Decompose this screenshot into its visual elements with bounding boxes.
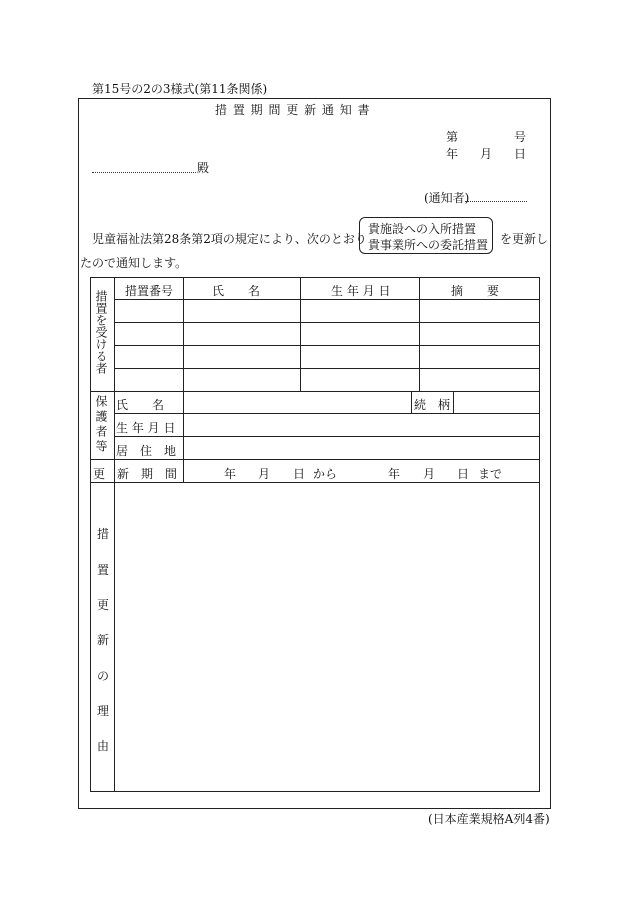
reason-char: 更 (97, 598, 110, 612)
reason-char: 置 (97, 563, 110, 577)
body-text-before: 児童福祉法第28条第2項の規定により、次のとおり (92, 232, 367, 246)
from-day: 日 (293, 467, 306, 481)
form-number: 第15号の2の3様式(第11条関係) (92, 82, 268, 96)
number-label-prefix: 第 (446, 130, 459, 144)
date-year: 年 (446, 147, 459, 161)
table-col-divider (300, 277, 301, 391)
guardian-address-label: 居 住 地 (116, 444, 177, 458)
number-label-suffix: 号 (514, 130, 527, 144)
guardian-birthdate-label: 生 年 月 日 (116, 421, 176, 435)
relation-divider-left (411, 391, 412, 413)
body-text-after: を更新し (500, 232, 549, 246)
guardian-bottom-line (90, 459, 540, 460)
from-suffix: から (313, 467, 338, 481)
renewal-label: 更 新 期 間 (93, 467, 178, 481)
subject-side-label: 措置を受ける者 (94, 290, 108, 374)
table-row-line (114, 322, 540, 323)
reason-char: 新 (97, 633, 110, 647)
table-col-divider (419, 277, 420, 391)
guardian-name-label: 氏 名 (116, 398, 165, 412)
to-year: 年 (388, 467, 401, 481)
renewal-divider (183, 459, 184, 482)
to-day: 日 (457, 467, 470, 481)
notifier-label: (通知者) (424, 191, 470, 205)
renewal-bottom-line (90, 482, 540, 483)
body-text-line2: たので通知します。 (80, 256, 188, 270)
reason-char: 由 (97, 739, 110, 753)
header-name: 氏 名 (212, 284, 261, 298)
table-section-line (90, 391, 540, 392)
date-day: 日 (514, 147, 527, 161)
option-contractor: 貴事業所への委託措置 (368, 238, 489, 252)
guardian-row-line (114, 413, 540, 414)
table-row-line (114, 368, 540, 369)
paper-standard: (日本産業規格A列4番) (428, 812, 550, 826)
date-month: 月 (480, 147, 493, 161)
header-birthdate: 生 年 月 日 (331, 284, 391, 298)
from-month: 月 (258, 467, 271, 481)
table-row-line (114, 345, 540, 346)
relation-divider-right (453, 391, 454, 413)
addressee-suffix: 殿 (197, 161, 210, 175)
guardian-relation-label: 続 柄 (414, 398, 451, 412)
reason-char: 措 (97, 527, 110, 541)
header-measure-number: 措置番号 (125, 284, 174, 298)
notifier-field[interactable] (465, 192, 527, 202)
table-label-divider (114, 277, 115, 792)
guardian-col-divider (183, 391, 184, 459)
reason-char: 理 (97, 704, 110, 718)
addressee-field[interactable] (92, 160, 196, 173)
table-right-border (539, 277, 540, 792)
table-left-border (90, 277, 91, 792)
option-facility: 貴施設への入所措置 (368, 222, 477, 236)
table-top-border (90, 277, 540, 278)
header-remarks: 摘 要 (451, 284, 500, 298)
page-title: 措 置 期 間 更 新 通 知 書 (215, 103, 371, 117)
table-row-line (114, 299, 540, 300)
guardian-row-line (114, 436, 540, 437)
to-suffix: まで (478, 467, 503, 481)
from-year: 年 (224, 467, 237, 481)
to-month: 月 (423, 467, 436, 481)
guardian-side-label: 保護者等 (94, 395, 108, 455)
reason-char: の (97, 669, 110, 683)
table-col-divider (183, 277, 184, 391)
table-bottom-border (90, 791, 540, 792)
